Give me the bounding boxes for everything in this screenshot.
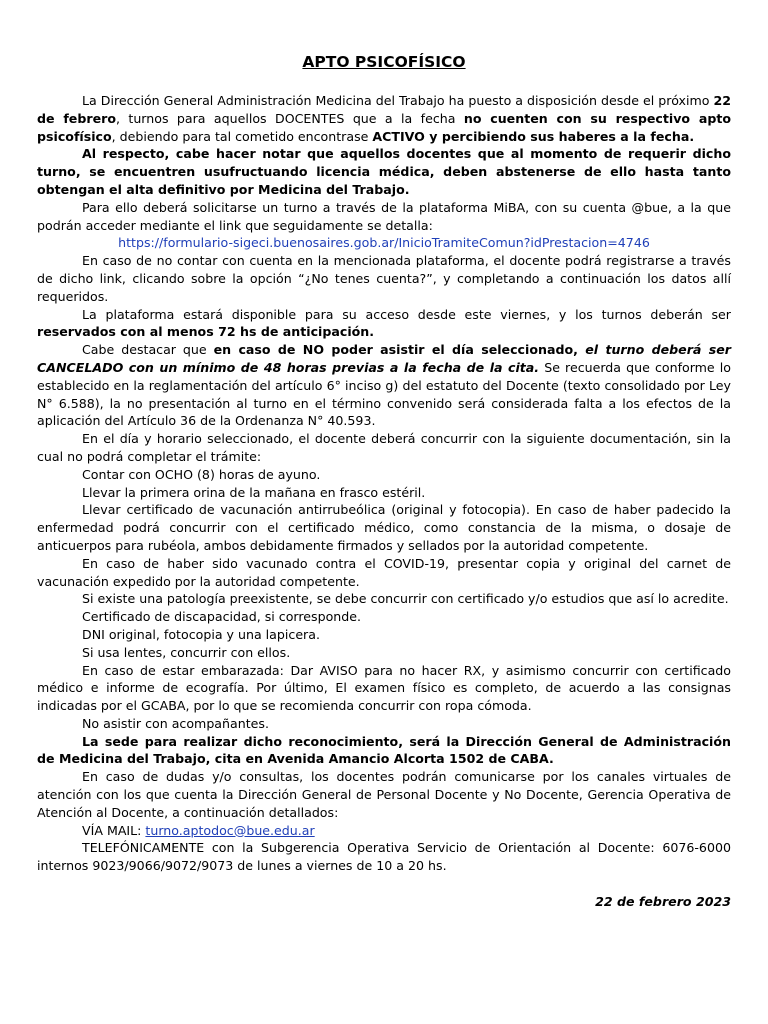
text-bold: Al respecto, cabe hacer notar que aquellos docentes que al momento de requerir dicho turno, se encuentren usufructuando licencia médica, deben abstenerse de ello hasta tanto obtengan el alta definitivo por Medicina del Trabajo. [37, 146, 731, 197]
paragraph-intro [37, 92, 731, 145]
mail-link[interactable]: turno.aptodoc@bue.edu.ar [145, 822, 315, 838]
text: , debiendo para tal cometido encontrase [111, 128, 373, 144]
paragraph-register: En caso de no contar con cuenta en la mencionada plataforma, el docente podrá registrarse a través de dicho link, clicando sobre la opción “¿No tenes cuenta?”, y completando a continuación los datos allí requeridos. [37, 253, 731, 304]
miba-link[interactable]: https://formulario-sigeci.buenosaires.gob.ar/InicioTramiteComun?idPrestacion=4746 [118, 235, 650, 251]
phone-text: con la Subgerencia Operativa Servicio de Orientación al Docente: 6076-6000 internos 9023/9066/9072/9073 de lunes a viernes de 10 a 20 hs. [37, 840, 731, 874]
list-item: Si existe una patología preexistente, se debe concurrir con certificado y/o estudios que así lo acredite. [82, 591, 729, 607]
text-bold: La sede para realizar dicho reconocimiento, será la Dirección General de Administración de Medicina del Trabajo, cita en Avenida Amancio Alcorta 1502 de CABA. [37, 733, 731, 767]
paragraph-location [37, 733, 731, 769]
text: , turnos para aquellos DOCENTES que a la fecha [115, 110, 464, 126]
list-item: En caso de haber sido vacunado contra el COVID-19, presentar copia y original del carnet de vacunación expedido por la autoridad competente. [37, 555, 731, 589]
text-bold: en caso de NO poder asistir el día seleccionado, [213, 342, 586, 358]
list-item: No asistir con acompañantes. [82, 715, 269, 731]
paragraph-platform: Para ello deberá solicitarse un turno a través de la plataforma MiBA, con su cuenta @bue, a la que podrán acceder mediante el link que seguidamente se detalla: [37, 199, 731, 233]
list-item: Contar con OCHO (8) horas de ayuno. [82, 466, 321, 482]
document-title: APTO PSICOFÍSICO [302, 53, 466, 71]
text-bold-italic: el turno deberá ser CANCELADO con un mínimo de 48 horas previas a la fecha de la cita. [37, 342, 731, 375]
list-item: Llevar la primera orina de la mañana en frasco estéril. [82, 484, 426, 500]
paragraph-cancellation [37, 341, 731, 430]
text: Cabe destacar que [82, 342, 214, 358]
paragraph-contact: En caso de dudas y/o consultas, los docentes podrán comunicarse por los canales virtuales de atención con los que cuenta la Dirección General de Personal Docente y No Docente, Gerencia Operativa de Atención al Docente, a continuación detallados: [37, 769, 731, 820]
text: La Dirección General Administración Medicina del Trabajo ha puesto a disposición desde el próximo [82, 93, 714, 108]
document-date: 22 de febrero 2023 [595, 894, 731, 910]
contact-phone [37, 839, 731, 875]
contact-mail [37, 822, 731, 840]
paragraph-medical-leave [37, 145, 731, 198]
text: Se recuerda que conforme lo establecido en la reglamentación del artículo 6° inciso g) del estatuto del Docente (texto consolidado por Ley N° 6.588), la no presentación al turno en el término convenido será considerada falta a los efectos de la aplicación del Artículo 36 de la Ordenanza N° 40.593. [37, 359, 731, 429]
text-bold: 22 de febrero [37, 93, 731, 126]
paragraph-documentation: En el día y horario seleccionado, el docente deberá concurrir con la siguiente documentación, sin la cual no podrá completar el trámite: [37, 431, 731, 464]
list-item: Llevar certificado de vacunación antirrubeólica (original y fotocopia). En caso de haber padecido la enfermedad podrá concurrir con el certificado médico, como constancia de la misma, o dosaje de anticuerpos para rubéola, ambos debidamente firmados y sellados por la autoridad competente. [37, 502, 731, 553]
phone-label: TELEFÓNICAMENTE [82, 840, 205, 856]
text-bold: ACTIVO y percibiendo sus haberes a la fecha. [372, 128, 695, 144]
text: La plataforma estará disponible para su acceso desde este viernes, y los turnos deberán ser [82, 306, 731, 322]
list-item: Certificado de discapacidad, si corresponde. [82, 609, 362, 625]
text-bold: reservados con al menos 72 hs de anticipación. [37, 324, 375, 340]
list-item: En caso de estar embarazada: Dar AVISO para no hacer RX, y asimismo concurrir con certificado médico e informe de ecografía. Por último, El examen físico es completo, de acuerdo a las consignas indicadas por el GCABA, por lo que se recomienda concurrir con ropa cómoda. [37, 662, 731, 714]
text-bold: no cuenten con su respectivo apto psicofísico [37, 110, 732, 144]
list-item: Si usa lentes, concurrir con ellos. [82, 644, 291, 660]
list-item: DNI original, fotocopia y una lapicera. [82, 626, 320, 642]
mail-label: VÍA MAIL: [82, 822, 146, 838]
paragraph-availability [37, 306, 731, 342]
